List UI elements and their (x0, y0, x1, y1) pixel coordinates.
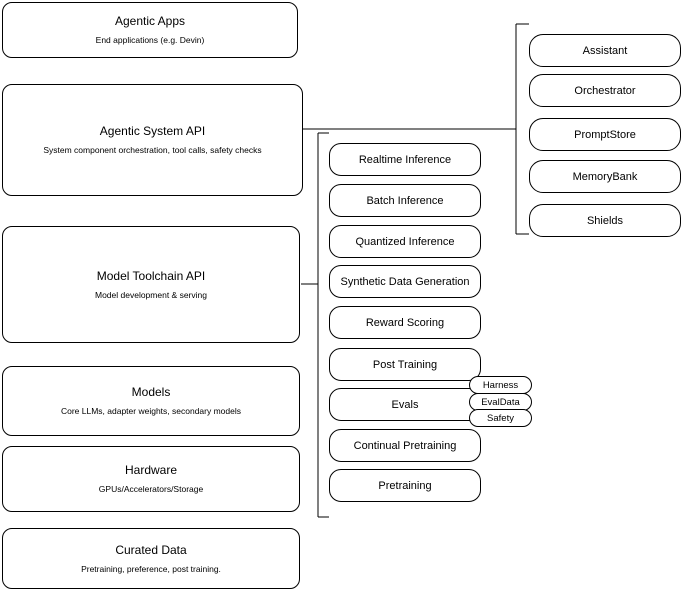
toolchain-component-label: Continual Pretraining (353, 439, 457, 452)
toolchain-component-synthetic-data-generation[interactable] (329, 265, 481, 298)
stack-layer-agentic-apps[interactable] (2, 2, 298, 58)
toolchain-component-label: Reward Scoring (365, 316, 445, 329)
agentic-component-label: Assistant (582, 44, 628, 57)
toolchain-component-quantized-inference[interactable] (329, 225, 481, 258)
agentic-component-label: MemoryBank (572, 170, 638, 183)
stack-layer-hardware[interactable] (2, 446, 300, 512)
stack-layer-title: Curated Data (115, 542, 187, 557)
toolchain-component-reward-scoring[interactable] (329, 306, 481, 339)
toolchain-component-pretraining[interactable] (329, 469, 481, 502)
evals-subcomponent-label: EvalData (481, 396, 520, 408)
agentic-component-assistant[interactable] (529, 34, 681, 67)
evals-subcomponent-label: Harness (482, 379, 519, 391)
stack-layer-title: Agentic Apps (114, 14, 186, 28)
toolchain-component-label: Synthetic Data Generation (340, 275, 470, 288)
toolchain-component-label: Evals (391, 398, 419, 411)
agentic-component-promptstore[interactable] (529, 118, 681, 151)
agentic-component-shields[interactable] (529, 204, 681, 237)
stack-layer-models[interactable] (2, 366, 300, 436)
toolchain-component-evals[interactable] (329, 388, 481, 421)
stack-layer-title: Hardware (124, 463, 178, 477)
toolchain-component-realtime-inference[interactable] (329, 143, 481, 176)
agentic-component-label: Shields (586, 214, 624, 227)
evals-subcomponent-harness[interactable] (469, 376, 532, 394)
stack-layer-subtitle: End applications (e.g. Devin) (95, 35, 205, 45)
stack-layer-title: Model Toolchain API (96, 268, 206, 283)
evals-subcomponent-label: Safety (487, 412, 514, 424)
agentic-component-label: Orchestrator (574, 84, 636, 97)
toolchain-component-label: Quantized Inference (355, 235, 455, 248)
toolchain-component-label: Batch Inference (366, 194, 444, 207)
agentic-component-label: PromptStore (574, 128, 636, 141)
stack-layer-subtitle: Model development & serving (95, 289, 207, 300)
agentic-component-orchestrator[interactable] (529, 74, 681, 107)
toolchain-component-label: Post Training (372, 358, 438, 371)
stack-layer-subtitle: System component orchestration, tool calls, safety checks (43, 145, 262, 155)
stack-layer-agentic-system-api[interactable] (2, 84, 303, 196)
toolchain-component-batch-inference[interactable] (329, 184, 481, 217)
toolchain-component-post-training[interactable] (329, 348, 481, 381)
stack-layer-subtitle: Pretraining, preference, post training. (81, 563, 221, 574)
stack-layer-title: Agentic System API (99, 124, 206, 138)
toolchain-component-label: Pretraining (378, 479, 432, 492)
stack-layer-title: Models (131, 385, 171, 399)
evals-subcomponent-safety[interactable] (469, 409, 532, 427)
toolchain-component-label: Realtime Inference (358, 153, 452, 166)
toolchain-component-continual-pretraining[interactable] (329, 429, 481, 462)
stack-layer-model-toolchain-api[interactable] (2, 226, 300, 343)
stack-layer-subtitle: Core LLMs, adapter weights, secondary models (60, 406, 241, 416)
stack-layer-curated-data[interactable] (2, 528, 300, 589)
stack-layer-subtitle: GPUs/Accelerators/Storage (98, 484, 204, 494)
agentic-component-memorybank[interactable] (529, 160, 681, 193)
